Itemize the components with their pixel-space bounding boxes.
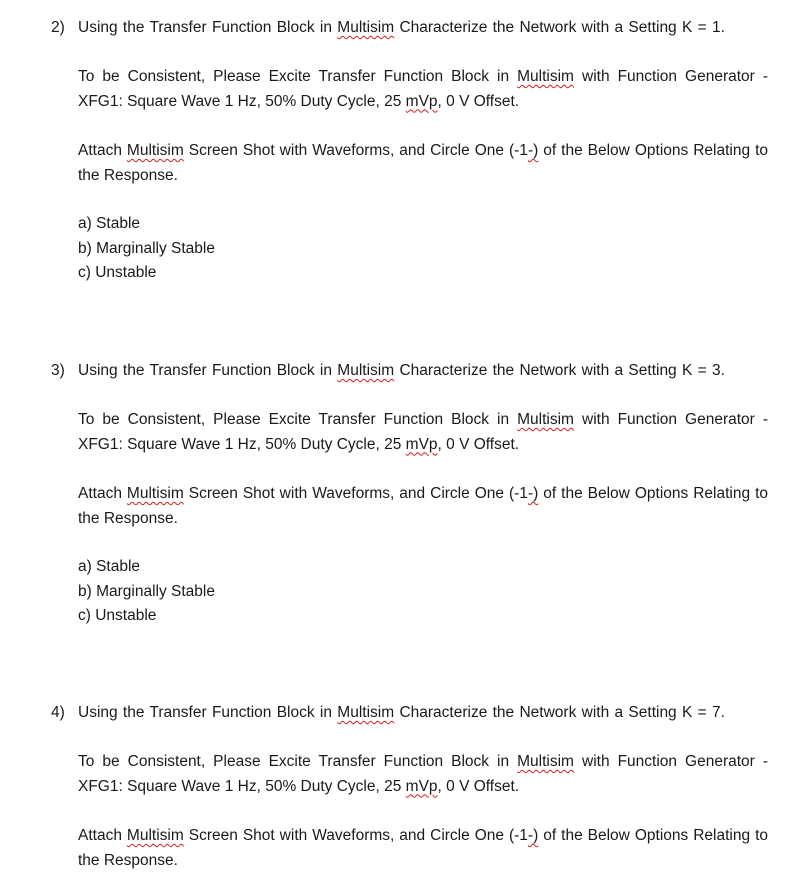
spellcheck-word: Multisim [517, 753, 574, 770]
attach-paragraph: Attach Multisim Screen Shot with Waveforms, and Circle One (-1-) of the Below Options Relating to the Response. [78, 142, 769, 184]
excitation-paragraph: To be Consistent, Please Excite Transfer Function Block in Multisim with Function Generator - XFG1: Square Wave 1 Hz, 50% Duty Cycle, 25 mVp, 0 V Offset. [78, 411, 768, 453]
option-marginally-stable: b) Marginally Stable [78, 582, 215, 600]
spellcheck-word: Multisim [126, 142, 184, 159]
spellcheck-word: Multisim [517, 411, 574, 428]
option-stable: a) Stable [78, 558, 141, 575]
spellcheck-word: Multisim [337, 704, 395, 721]
excitation-paragraph: To be Consistent, Please Excite Transfer Function Block in Multisim with Function Generator - XFG1: Square Wave 1 Hz, 50% Duty Cycle, 25 mVp, 0 V Offset. [78, 68, 768, 110]
question-title: Using the Transfer Function Block in Multisim Characterize the Network with a Setting K = 3. [78, 362, 725, 379]
option-unstable: c) Unstable [78, 607, 157, 624]
question-heading [0, 701, 797, 725]
question-3 [0, 359, 797, 624]
spellcheck-word: Multisim [517, 68, 574, 85]
spellcheck-word: Multisim [337, 19, 395, 36]
spellcheck-word: Multisim [126, 485, 184, 502]
attach-paragraph: Attach Multisim Screen Shot with Waveforms, and Circle One (-1-) of the Below Options Relating to the Response. [78, 485, 769, 527]
option-unstable: c) Unstable [78, 264, 157, 281]
spellcheck-word: mVp [405, 435, 438, 453]
question-number: 4) [51, 704, 65, 721]
excitation-paragraph: To be Consistent, Please Excite Transfer Function Block in Multisim with Function Generator - XFG1: Square Wave 1 Hz, 50% Duty Cycle, 25 mVp, 0 V Offset. [78, 753, 768, 795]
question-heading [0, 16, 797, 40]
question-heading [0, 359, 797, 383]
spellcheck-word: -) [527, 827, 539, 844]
option-marginally-stable: b) Marginally Stable [78, 239, 215, 257]
spellcheck-word: Multisim [126, 827, 184, 844]
spellcheck-word: mVp [405, 777, 438, 795]
spellcheck-word: -) [527, 485, 539, 502]
attach-paragraph: Attach Multisim Screen Shot with Waveforms, and Circle One (-1-) of the Below Options Relating to the Response. [78, 827, 769, 869]
question-title: Using the Transfer Function Block in Multisim Characterize the Network with a Setting K = 1. [78, 19, 725, 36]
question-title: Using the Transfer Function Block in Multisim Characterize the Network with a Setting K = 7. [78, 704, 725, 721]
option-stable: a) Stable [78, 215, 141, 232]
question-number: 2) [51, 19, 65, 36]
spellcheck-word: -) [527, 142, 539, 159]
options-list [78, 555, 215, 629]
question-number: 3) [51, 362, 65, 379]
spellcheck-word: Multisim [337, 362, 395, 379]
spellcheck-word: mVp [405, 92, 438, 110]
question-4 [0, 701, 797, 869]
options-list [78, 212, 215, 286]
question-2 [0, 16, 797, 281]
